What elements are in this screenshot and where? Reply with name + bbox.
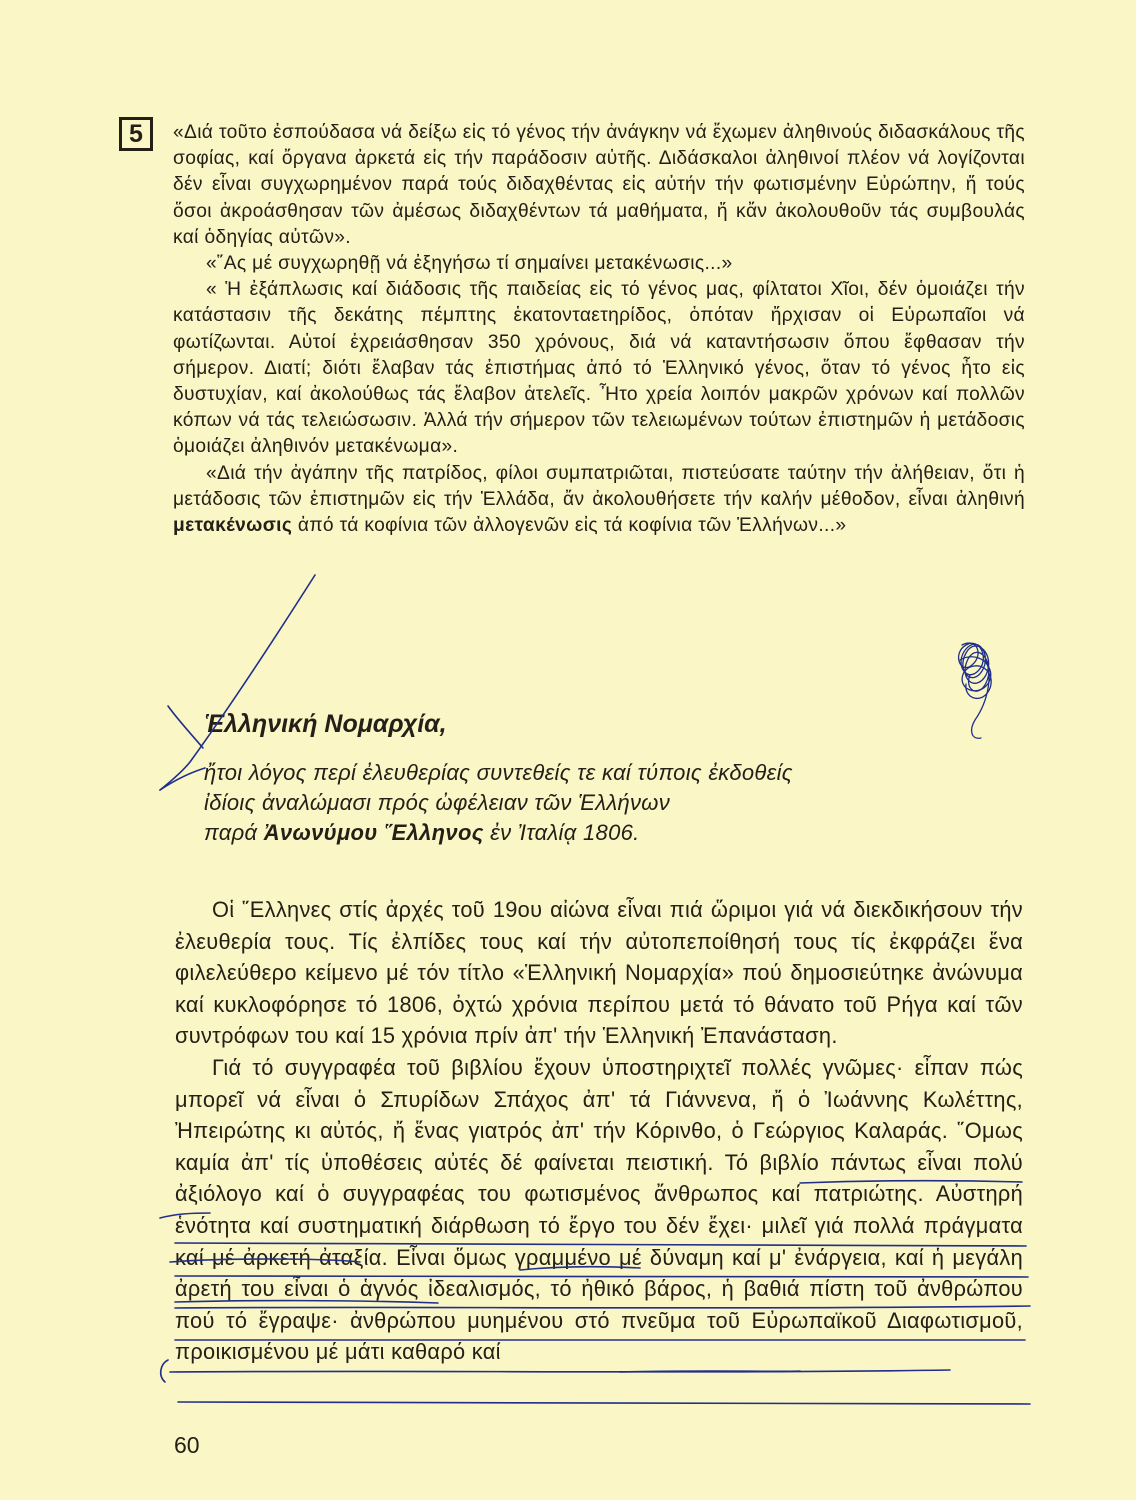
subtitle-line-2: ἰδίοις ἀναλώμασι πρός ὠφέλειαν τῶν Ἑλλήνων	[204, 790, 671, 815]
quote-paragraph-1: «Διά τοῦτο ἐσπούδασα νά δείξω εἰς τό γένος τήν ἀνάγκην νά ἔχωμεν ἀληθινούς διδασκάλους τῆς σοφίας, καί ὄργανα ἀρκετά εἰς τήν παράδοσιν αὐτῆς. Διδάσκαλοι ἀληθινοί πλέον νά λογίζονται δέν εἶναι συγχωρημένον παρά τούς διδαχθέντας εἰς αὐτήν τήν φωτισμένην Εὐρώπην, ἤ τούς ὅσοι ἀκροάσθησαν τῶν ἀμέσως διδαχθέντων τά μαθήματα, ἤ κἄν ἀκολουθοῦν τάς συμβουλάς καί ὁδηγίας αὐτῶν».	[173, 122, 1025, 248]
handwritten-scribble	[959, 643, 989, 738]
quote-text: ἀπό τά κοφίνια τῶν ἀλλογενῶν εἰς τά κοφίνια τῶν Ἑλλήνων...»	[292, 515, 847, 537]
underline-mark	[178, 1402, 1030, 1404]
subtitle-line-1: ἤτοι λόγος περί ἐλευθερίας συντεθείς τε καί τύποις ἐκδοθείς	[204, 760, 793, 785]
underline-mark	[170, 1370, 950, 1372]
handwritten-check-mark	[168, 706, 203, 748]
author-greek: ῞Ελληνος	[384, 820, 484, 845]
book-title: Ἑλληνική Νομαρχία,	[205, 710, 447, 738]
main-paragraph-1: Οἱ ῞Ελληνες στίς ἀρχές τοῦ 19ου αἰώνα εἶναι πιά ὥριμοι γιά νά διεκδικήσουν τήν ἐλευθερία τους. Τίς ἐλπίδες τους καί τήν αὐτοπεποίθησή τους τίς ἐκφράζει ἕνα φιλελεύθερο κείμενο μέ τόν τίτλο «Ἑλληνική Νομαρχία» πού δημοσιεύτηκε ἀνώνυμα καί κυκλοφόρησε τό 1806, ὀχτώ χρόνια περίπου μετά τό θάνατο τοῦ Ρήγα καί τῶν συντρόφων του καί 15 χρόνια πρίν ἀπ' τήν Ἑλληνική Ἐπανάσταση.	[175, 897, 1023, 1049]
subtitle-line-3	[204, 818, 964, 848]
handwritten-scribble	[960, 657, 991, 699]
subtitle-text: παρά	[204, 820, 264, 845]
section-number: 5	[129, 120, 143, 148]
quote-paragraph-3: « Ἡ ἐξάπλωσις καί διάδοσις τῆς παιδείας εἰς τό γένος μας, φίλτατοι Χῖοι, δέν ὁμοιάζει τήν κατάστασιν τῆς δεκάτης πέμπτης ἑκατονταετηρίδος, ὁπόταν ἤρχισαν οἱ Εὐρωπαῖοι νά φωτίζωνται. Αὐτοί ἐχρειάσθησαν 350 χρόνους, διά νά καταντήσωσιν ὅπου ἔφθασαν τήν σήμερον. Διατί; διότι ἔλαβαν τάς ἐπιστήμας ἀπό τό Ἑλληνικό γένος, ὅταν τό γένος ἦτο εἰς δυστυχίαν, καί ἀκολούθως τάς ἔλαβον ἀτελεῖς. Ἦτο χρεία λοιπόν μακρῶν χρόνων καί πολλῶν κόπων νά τάς τελειώσωσιν. Ἀλλά τήν σήμερον τῶν τελειωμένων τούτων ἐπιστημῶν ἡ μετάδοσις ὁμοιάζει ἀληθινόν μετακένωμα».	[173, 279, 1025, 458]
subtitle-text: ἐν Ἰταλίᾳ 1806.	[483, 820, 640, 845]
quote-block	[173, 120, 1025, 539]
section-number-box	[119, 117, 153, 151]
underline-mark	[620, 1371, 800, 1372]
book-subtitle	[204, 758, 964, 848]
quote-text: «Διά τήν ἀγάπην τῆς πατρίδος, φίλοι συμπατριῶται, πιστεύσατε ταύτην τήν ἀλήθειαν, ὅτι ἡ μετάδοσις τῶν ἐπιστημῶν εἰς τήν Ἑλλάδα, ἄν ἀκολουθήσετε τήν καλήν μέθοδον, εἶναι ἀληθινή	[173, 462, 1025, 510]
author-anonymous: Ἀνωνύμου	[263, 820, 378, 845]
underline-mark	[161, 1360, 168, 1382]
quote-paragraph-2: «῞Ας μέ συγχωρηθῇ νά ἐξηγήσω τί σημαίνει μετακένωσις...»	[206, 253, 733, 275]
main-paragraph-2: Γιά τό συγγραφέα τοῦ βιβλίου ἔχουν ὑποστηριχτεῖ πολλές γνῶμες· εἶπαν πώς μπορεῖ νά εἶναι ὁ Σπυρίδων Σπάχος ἀπ' τά Γιάννενα, ἤ ὁ Ἰωάννης Κωλέττης, Ἠπειρώτης κι αὐτός, ἤ ἕνας γιατρός ἀπ' τήν Κόρινθο, ὁ Γεώργιος Καλαράς. ῞Ομως καμία ἀπ' τίς ὑποθέσεις αὐτές δέ φαίνεται πειστική. Τό βιβλίο πάντως εἶναι πολύ ἀξιόλογο καί ὁ συγγραφέας του φωτισμένος ἄνθρωπος καί πατριώτης. Αὐστηρή ἑνότητα καί συστηματική διάρθωση τό ἔργο του δέν ἔχει· μιλεῖ γιά πολλά πράγματα καί μέ ἀρκετή ἀταξία. Εἶναι ὅμως γραμμένο μέ δύναμη καί μ' ἐνάργεια, καί ἡ μεγάλη ἀρετή του εἶναι ὁ ἁγνός ἰδεαλισμός, τό ἠθικό βάρος, ἡ βαθιά πίστη τοῦ ἀνθρώπου πού τό ἔγραψε· ἀνθρώπου μυημένου στό πνεῦμα τοῦ Εὐρωπαϊκοῦ Διαφωτισμοῦ, προικισμένου μέ μάτι καθαρό καί	[175, 1054, 1023, 1365]
main-text	[175, 894, 1023, 1368]
page-number: 60	[174, 1432, 200, 1458]
bold-term: μετακένωσις	[173, 515, 293, 537]
quote-paragraph-4	[173, 461, 1025, 540]
handwritten-check-mark	[160, 768, 205, 790]
